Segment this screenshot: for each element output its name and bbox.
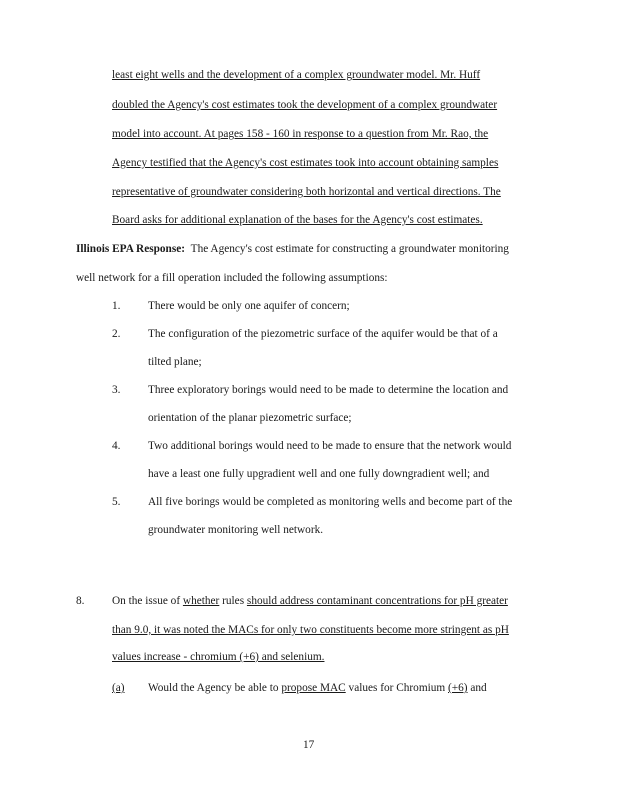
response-paragraph-line-1: [76, 242, 509, 256]
page-number: 17: [303, 739, 315, 751]
list-item-text: groundwater monitoring well network.: [148, 524, 324, 536]
question-continuation-line-5: representative of groundwater considering both horizontal and vertical directions. The: [112, 186, 501, 198]
sub-question-text: (+6): [448, 682, 468, 694]
question-8-line-1: [112, 594, 508, 608]
response-label: Illinois EPA Response:: [76, 243, 186, 255]
question-continuation-line-3: model into account. At pages 158 - 160 in response to a question from Mr. Rao, the: [112, 128, 489, 140]
sub-question-text: and: [467, 682, 487, 694]
question-8-text: rules: [219, 595, 247, 607]
question-number: 8.: [76, 595, 85, 607]
list-item-text: tilted plane;: [148, 356, 202, 368]
question-continuation-line-6: Board asks for additional explanation of the bases for the Agency's cost estimates.: [112, 214, 483, 226]
question-8-text: should address contaminant concentrations for pH greater: [246, 595, 508, 607]
question-8-text: On the issue of: [112, 595, 183, 607]
list-item-text: All five borings would be completed as monitoring wells and become part of the: [148, 496, 513, 508]
question-8-line-2: than 9.0, it was noted the MACs for only two constituents become more stringent as pH: [112, 624, 509, 636]
list-item-number: 3.: [112, 384, 121, 396]
sub-question-text: propose MAC: [281, 682, 346, 694]
list-item-number: 1.: [112, 300, 121, 312]
list-item-text: Two additional borings would need to be made to ensure that the network would: [148, 440, 512, 452]
sub-question-label: (a): [112, 682, 125, 694]
question-continuation-line-4: Agency testified that the Agency's cost estimates took into account obtaining samples: [112, 157, 499, 169]
question-continuation-line-2: doubled the Agency's cost estimates took the development of a complex groundwater: [112, 99, 498, 111]
response-paragraph-line-2: well network for a fill operation included the following assumptions:: [76, 272, 388, 284]
response-text: The Agency's cost estimate for constructing a groundwater monitoring: [190, 243, 509, 255]
question-8-text: whether: [182, 595, 220, 607]
list-item-text: There would be only one aquifer of concern;: [148, 300, 350, 312]
sub-question-line: [148, 681, 487, 695]
question-8-line-3: values increase - chromium (+6) and selenium.: [112, 651, 325, 663]
list-item-number: 5.: [112, 496, 121, 508]
sub-question-text: Would the Agency be able to: [148, 682, 282, 694]
list-item-text: have a least one fully upgradient well and one fully downgradient well; and: [148, 468, 490, 480]
list-item-text: Three exploratory borings would need to be made to determine the location and: [148, 384, 509, 396]
sub-question-text: values for Chromium: [345, 682, 449, 694]
list-item-text: The configuration of the piezometric surface of the aquifer would be that of a: [148, 328, 498, 340]
list-item-number: 2.: [112, 328, 121, 340]
question-continuation-line-1: least eight wells and the development of a complex groundwater model. Mr. Huff: [112, 69, 481, 81]
list-item-number: 4.: [112, 440, 121, 452]
list-item-text: orientation of the planar piezometric surface;: [148, 412, 352, 424]
